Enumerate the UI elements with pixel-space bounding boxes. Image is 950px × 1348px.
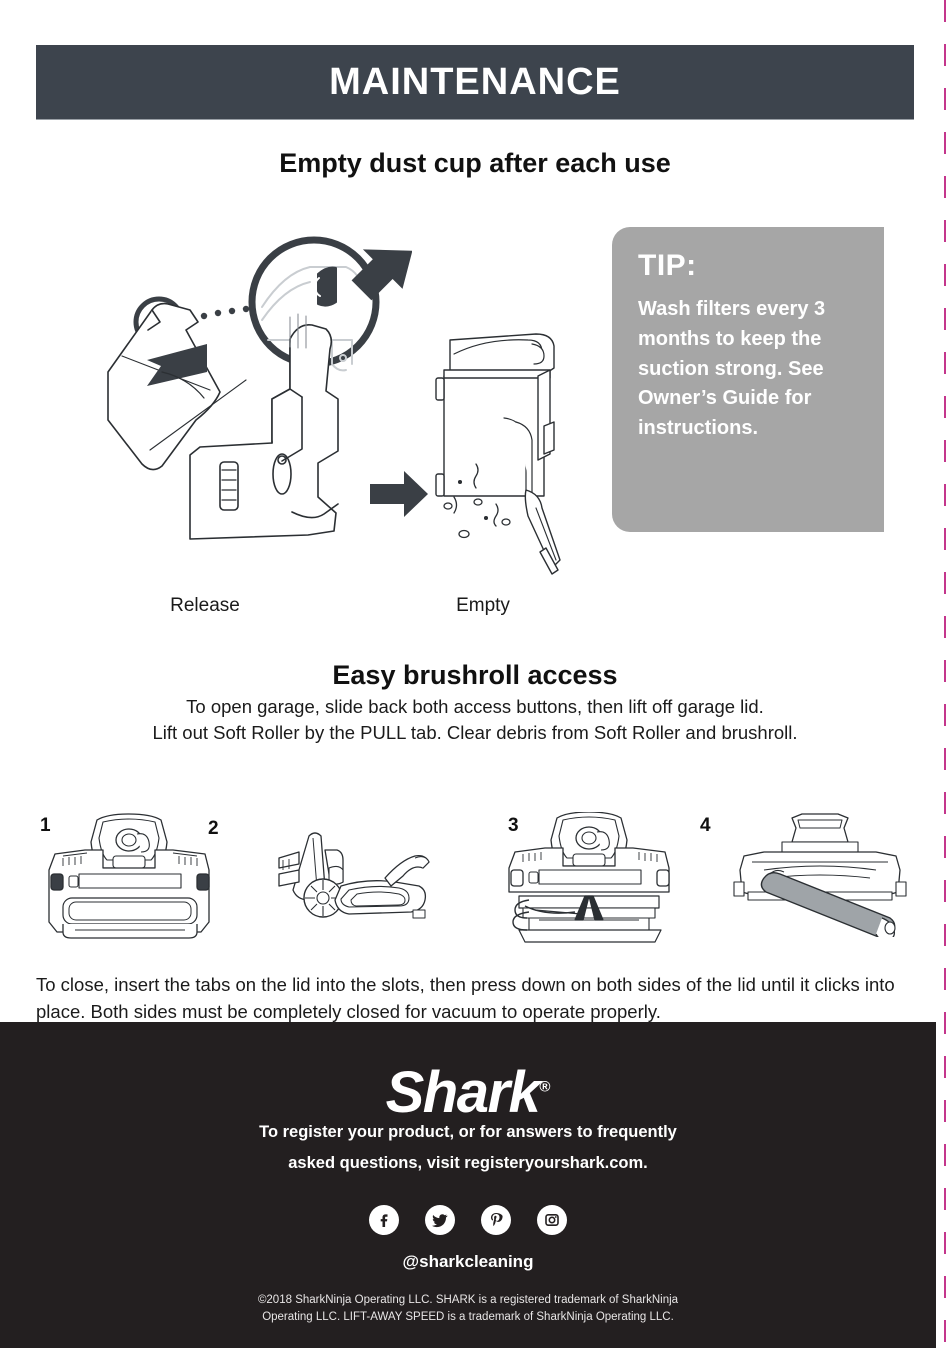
tip-callout-box <box>612 227 884 532</box>
registered-mark: ® <box>539 1078 551 1096</box>
shark-wordmark: Shark <box>385 1060 540 1125</box>
caption-empty: Empty <box>456 595 510 616</box>
brushroll-heading: Easy brushroll access <box>332 660 618 690</box>
twitter-icon[interactable] <box>425 1205 455 1235</box>
nozzle-top-view-garage-open-illustration <box>505 812 675 949</box>
soft-roller-removal-illustration <box>730 812 910 942</box>
instagram-icon[interactable] <box>537 1205 567 1235</box>
closing-instructions: To close, insert the tabs on the lid into the slots, then press down on both sides of the lid until it clicks into place. Both sides must be completely closed for vacuum to operate properly. <box>36 974 895 1022</box>
step-number-3: 3 <box>508 815 519 836</box>
step-number-4: 4 <box>700 815 711 836</box>
legal-line-1: ©2018 SharkNinja Operating LLC. SHARK is a registered trademark of SharkNinja <box>257 1294 679 1306</box>
pinterest-icon[interactable] <box>481 1205 511 1235</box>
tip-body-text: Wash filters every 3 months to keep the suction strong. See Owner’s Guide for instructions. <box>638 298 826 440</box>
caption-release: Release <box>170 595 240 616</box>
social-handle: @sharkcleaning <box>402 1252 534 1271</box>
step-number-1: 1 <box>40 815 51 836</box>
legal-line-2: Operating LLC. LIFT-AWAY SPEED is a trademark of SharkNinja Operating LLC. <box>262 1311 674 1324</box>
empty-dust-cup-heading: Empty dust cup after each use <box>279 148 671 178</box>
register-line-2: asked questions, visit registeryourshark.com. <box>288 1154 648 1172</box>
page-title: MAINTENANCE <box>329 60 621 103</box>
nozzle-top-view-closed-illustration <box>45 812 215 947</box>
social-links <box>0 1205 936 1235</box>
facebook-icon[interactable] <box>369 1205 399 1235</box>
maintenance-header-bar <box>36 45 914 119</box>
tip-label: TIP: <box>638 249 697 282</box>
shark-logo <box>0 1059 936 1126</box>
legal-copyright <box>0 1292 936 1327</box>
nozzle-side-view-lid-open-illustration <box>265 820 440 945</box>
brushroll-intro-line-1: To open garage, slide back both access buttons, then lift off garage lid. <box>186 696 764 717</box>
vacuum-dust-cup-release-illustration <box>92 222 412 557</box>
brushroll-intro-line-2: Lift out Soft Roller by the PULL tab. Clear debris from Soft Roller and brushroll. <box>152 722 798 743</box>
dust-cup-emptying-illustration <box>420 322 600 587</box>
step-number-2: 2 <box>208 818 219 839</box>
register-line-1: To register your product, or for answers to frequently <box>259 1123 677 1141</box>
